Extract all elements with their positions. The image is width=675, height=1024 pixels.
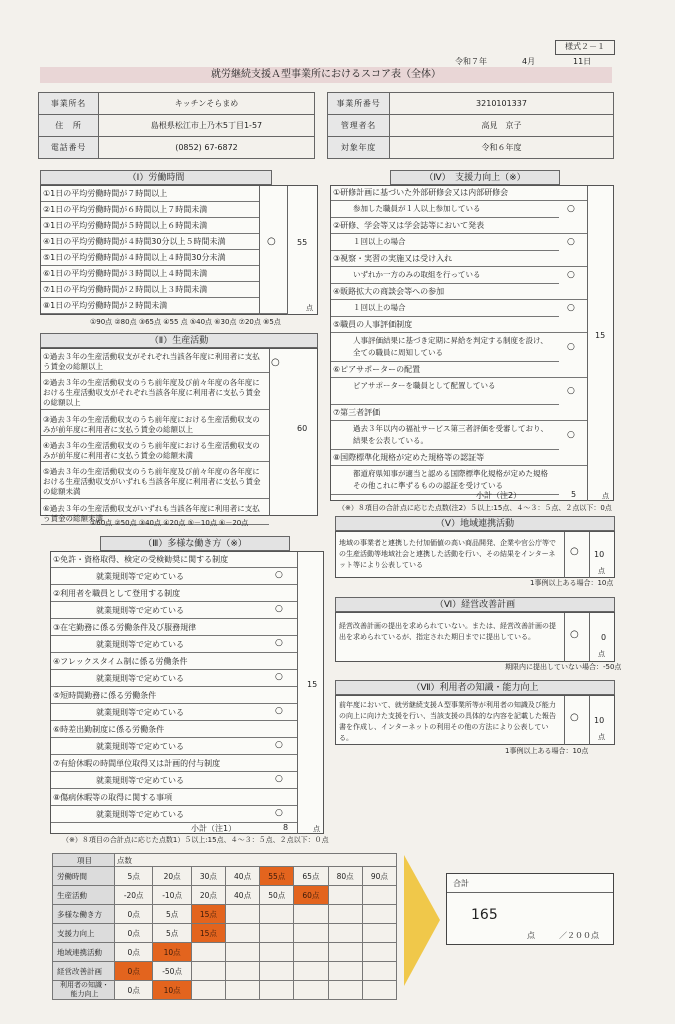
sec7-text: 前年度において、就労継続支援Ａ型事業所等が利用者の知識及び能力の向上に向けた支援を行い、当該支援の具体的な内容を記載した報告書を作成し、インターネットの利用その他の方法により公表している。	[339, 701, 556, 742]
points-category: 経営改善計画	[53, 962, 115, 981]
sec3-item-heading: ⑦有給休暇の時間単位取得又は計画的付与制度	[51, 756, 297, 772]
points-cell	[362, 905, 396, 924]
sec5-score: 10	[594, 550, 605, 559]
sec4-title: （Ⅳ） 支援力向上（※）	[390, 170, 560, 185]
points-table	[52, 853, 397, 1000]
arrow-icon	[402, 853, 442, 988]
points-cell	[191, 981, 225, 1000]
points-cell	[294, 981, 328, 1000]
points-cell: 0点	[115, 924, 153, 943]
total-max: ／２００点	[559, 931, 599, 940]
sec1-item: ⑦1日の平均労働時間が２時間以上３時間未満	[41, 282, 259, 298]
sec4-item-heading: ②研修、学会等又は学会誌等において発表	[331, 219, 587, 234]
sec6-title: （Ⅵ）経営改善計画	[335, 597, 615, 612]
office-info-left	[38, 92, 315, 159]
sec3-note: （※）８項目の合計点に応じた点数1）５以上:15点、４～３：５点、２点以下：０点	[62, 836, 329, 844]
points-cell	[260, 924, 294, 943]
target-year-label: 対象年度	[328, 137, 390, 159]
points-cell	[328, 905, 362, 924]
sec3-subtotal-label: 小計（注1）	[191, 824, 237, 833]
sec4-item-heading: ⑥ピアサポーターの配置	[331, 363, 587, 378]
sec4-item-heading: ③視察・実習の実施又は受け入れ	[331, 252, 587, 267]
points-cell	[328, 962, 362, 981]
sec1-item: ④1日の平均労働時間が４時間30分以上５時間未満	[41, 234, 259, 250]
sec2-score: 60	[297, 424, 308, 433]
points-cell: 50点	[260, 886, 294, 905]
sec3-mark: ○	[275, 570, 283, 580]
points-cell: 40点	[225, 867, 259, 886]
points-cell: 10点	[153, 943, 191, 962]
sec4-box	[330, 185, 614, 501]
sec4-item-heading: ⑧国際標準化規格が定めた規格等の認証等	[331, 451, 587, 466]
points-cell: 30点	[191, 867, 225, 886]
sec1-footer: ①90点 ②80点 ③65点 ④55 点 ⑤40点 ⑥30点 ⑦20点 ⑧5点	[90, 318, 281, 326]
sec1-title: （Ⅰ）労働時間	[40, 170, 272, 185]
sec2-item: ③過去３年の生産活動収支のうち前年度における生産活動収支のみが前年度に利用者に支払う賃金の総額以上	[41, 414, 269, 436]
sec2-title: （Ⅱ）生産活動	[40, 333, 318, 348]
points-cell	[362, 886, 396, 905]
points-cell	[328, 924, 362, 943]
sec3-item-heading: ③在宅勤務に係る労働条件及び服務規律	[51, 620, 297, 636]
sec1-mark: ○	[267, 236, 276, 247]
sec4-item-sub: いずれか一方のみの取組を行っている	[331, 268, 559, 284]
points-cell	[225, 981, 259, 1000]
address: 島根県松江市上乃木5丁目1-57	[99, 115, 315, 137]
points-cell	[191, 962, 225, 981]
points-category: 労働時間	[53, 867, 115, 886]
form-number: 様式２－１	[555, 40, 615, 55]
sec3-mark: ○	[275, 706, 283, 716]
sec4-subtotal: 5	[571, 490, 577, 499]
points-cell: 0点	[115, 962, 153, 981]
points-cell	[225, 924, 259, 943]
points-category: 地域連携活動	[53, 943, 115, 962]
points-cell: 5点	[115, 867, 153, 886]
sec1-item: ②1日の平均労働時間が６時間以上７時間未満	[41, 202, 259, 218]
points-cell	[260, 962, 294, 981]
points-header-item: 項目	[53, 854, 115, 867]
date-month: 4月	[522, 57, 536, 66]
sec3-mark: ○	[275, 672, 283, 682]
sec3-mark: ○	[275, 808, 283, 818]
sec4-item-sub: １回以上の場合	[331, 235, 559, 251]
sec3-item-heading: ⑥時差出勤制度に係る労働条件	[51, 722, 297, 738]
office-info-right	[327, 92, 614, 159]
sec5-title: （Ⅴ）地域連携活動	[335, 516, 615, 531]
points-cell	[362, 981, 396, 1000]
sec2-item: ①過去３年の生産活動収支がそれぞれ当該各年度に利用者に支払う賃金の総額以上	[41, 351, 269, 373]
points-cell: 60点	[294, 886, 328, 905]
points-cell	[294, 943, 328, 962]
sec4-item-sub: 参加した職員が１人以上参加している	[331, 202, 559, 218]
sec6-score: 0	[601, 633, 607, 642]
sec5-text: 地域の事業者と連携した付加価値の高い商品開発、企業や官公庁等での生産活動等地域社会と連携した活動を行い、その結果をインターネット等により公表している	[339, 539, 556, 569]
sec4-mark: ○	[567, 386, 575, 396]
points-cell: 10点	[153, 981, 191, 1000]
total-value: 165	[471, 907, 498, 923]
tel-label: 電話番号	[39, 137, 99, 159]
sec3-item-sub: 就業規則等で定めている	[51, 739, 297, 755]
sec3-item-sub: 就業規則等で定めている	[51, 637, 297, 653]
sec6-unit: 点	[598, 650, 605, 658]
sec3-item-sub: 就業規則等で定めている	[51, 603, 297, 619]
sec4-score: 15	[595, 331, 606, 340]
points-cell: 80点	[328, 867, 362, 886]
points-cell: 55点	[260, 867, 294, 886]
sec3-item-sub: 就業規則等で定めている	[51, 773, 297, 789]
sec5-box	[335, 531, 615, 578]
sec7-mark: ○	[570, 712, 579, 723]
points-cell	[294, 905, 328, 924]
sec1-item: ⑧1日の平均労働時間が２時間未満	[41, 298, 287, 314]
points-cell: 20点	[153, 867, 191, 886]
points-cell	[328, 943, 362, 962]
sec4-item-heading: ⑦第三者評価	[331, 406, 587, 421]
office-number: 3210101337	[390, 93, 614, 115]
page-title: 就労継続支援Ａ型事業所におけるスコア表（全体）	[40, 67, 612, 83]
sec4-unit: 点	[602, 492, 609, 500]
sec3-score: 15	[307, 680, 318, 689]
sec7-note: 1事例以上ある場合：10点	[505, 747, 589, 755]
sec7-box	[335, 695, 615, 745]
sec1-item: ⑤1日の平均労働時間が４時間以上４時間30分未満	[41, 250, 259, 266]
points-category: 利用者の知識・能力向上	[53, 981, 115, 1000]
total-box	[446, 873, 614, 945]
sec2-mark: ○	[271, 357, 280, 368]
sec4-mark: ○	[567, 430, 575, 440]
points-cell	[191, 943, 225, 962]
tel: (0852) 67-6872	[99, 137, 315, 159]
sec1-box	[40, 185, 318, 315]
sec4-item-sub: １回以上の場合	[331, 301, 559, 317]
sec6-text: 経営改善計画の提出を求められていない。または、経営改善計画の提出を求められているが、指定された期日までに提出している。	[339, 622, 556, 641]
sec1-item: ①1日の平均労働時間が７時間以上	[41, 186, 259, 202]
sec3-mark: ○	[275, 604, 283, 614]
sec4-item-sub: ピアサポーターを職員として配置している	[331, 379, 559, 405]
sec6-box	[335, 612, 615, 662]
sec3-item-sub: 就業規則等で定めている	[51, 569, 297, 585]
points-cell: 5点	[153, 905, 191, 924]
sec6-note: 期限内に提出していない場合：-50点	[505, 663, 622, 671]
sec4-item-heading: ④販路拡大の商談会等への参加	[331, 285, 587, 300]
points-cell: -20点	[115, 886, 153, 905]
points-cell	[328, 981, 362, 1000]
points-cell: 65点	[294, 867, 328, 886]
points-cell: 90点	[362, 867, 396, 886]
points-cell	[328, 886, 362, 905]
sec3-item-sub: 就業規則等で定めている	[51, 807, 297, 823]
sec2-footer: ①60点 ②50点 ③40点 ④20点 ⑤－10点 ⑥－20点	[90, 519, 249, 527]
sec3-mark: ○	[275, 774, 283, 784]
sec1-item: ③1日の平均労働時間が５時間以上６時間未満	[41, 218, 259, 234]
sec1-unit: 点	[306, 304, 313, 312]
points-header-score: 点数	[115, 854, 397, 867]
sec2-item: ⑥過去３年の生産活動収支がいずれも当該各年度に利用者に支払う賃金の総額未満	[41, 503, 269, 525]
sec7-unit: 点	[598, 733, 605, 741]
sec7-score: 10	[594, 716, 605, 725]
points-cell	[294, 924, 328, 943]
points-cell: 5点	[153, 924, 191, 943]
sec3-item-sub: 就業規則等で定めている	[51, 705, 297, 721]
points-category: 生産活動	[53, 886, 115, 905]
points-cell: -50点	[153, 962, 191, 981]
sec4-item-sub: 過去３年以内の福祉サービス第三者評価を受審しており、結果を公表している。	[331, 422, 559, 450]
points-cell: 20点	[191, 886, 225, 905]
sec3-unit: 点	[313, 825, 320, 833]
points-cell	[362, 924, 396, 943]
address-label: 住 所	[39, 115, 99, 137]
total-unit: 点	[527, 931, 535, 940]
sec4-mark: ○	[567, 204, 575, 214]
sec2-item: ⑤過去３年の生産活動収支のうち前年度及び前々年度の各年度における生産活動収支がいずれも当該各年度に利用者に支払う賃金の総額未満	[41, 466, 269, 499]
points-cell	[225, 905, 259, 924]
points-cell	[260, 905, 294, 924]
sec3-mark: ○	[275, 740, 283, 750]
sec1-item: ⑥1日の平均労働時間が３時間以上４時間未満	[41, 266, 259, 282]
sec4-item-heading: ⑤職員の人事評価制度	[331, 318, 587, 333]
sec5-unit: 点	[598, 567, 605, 575]
sec3-box	[50, 551, 324, 834]
points-cell: 15点	[191, 905, 225, 924]
sec3-subtotal: 8	[283, 823, 289, 832]
office-number-label: 事業所番号	[328, 93, 390, 115]
sec2-item: ④過去３年の生産活動収支のうち前年度における生産活動収支のみが前年度に利用者に支払う賃金の総額未満	[41, 440, 269, 462]
points-category: 多様な働き方	[53, 905, 115, 924]
points-cell: 0点	[115, 905, 153, 924]
sec3-item-sub: 就業規則等で定めている	[51, 671, 297, 687]
sec3-item-heading: ②利用者を職員として登用する制度	[51, 586, 297, 602]
points-cell: 40点	[225, 886, 259, 905]
date-day: 11日	[573, 57, 592, 66]
office-name-label: 事業所名	[39, 93, 99, 115]
manager-name: 高見 京子	[390, 115, 614, 137]
points-cell: 15点	[191, 924, 225, 943]
points-cell: 0点	[115, 981, 153, 1000]
sec2-item: ②過去３年の生産活動収支のうち前年度及び前々年度の各年度における生産活動収支がそれぞれ当該各年度に利用者に支払う賃金の総額以上	[41, 377, 269, 410]
sec6-mark: ○	[570, 629, 579, 640]
sec5-note: 1事例以上ある場合：10点	[530, 579, 614, 587]
sec4-mark: ○	[567, 342, 575, 352]
sec3-item-heading: ①免許・資格取得、検定の受検勧奨に関する制度	[51, 552, 297, 568]
total-label: 合計	[453, 879, 469, 888]
sec7-title: （Ⅶ）利用者の知識・能力向上	[335, 680, 615, 695]
points-cell	[362, 943, 396, 962]
points-cell: -10点	[153, 886, 191, 905]
sec4-item-sub: 人事評価結果に基づき定期に昇給を判定する制度を設け、全ての職員に周知している	[331, 334, 559, 362]
points-cell	[225, 943, 259, 962]
sec4-item-sub: 都道府県知事が適当と認める国際標準化規格が定めた規格その他これに準ずるものの認証を受けている	[331, 467, 559, 495]
points-cell	[225, 962, 259, 981]
sec3-item-heading: ⑧傷病休暇等の取得に関する事項	[51, 790, 297, 806]
points-cell	[362, 962, 396, 981]
sec4-mark: ○	[567, 270, 575, 280]
sec3-item-heading: ④フレックスタイム制に係る労働条件	[51, 654, 297, 670]
sec3-title: （Ⅲ）多様な働き方（※）	[100, 536, 290, 551]
sec4-mark: ○	[567, 303, 575, 313]
manager-label: 管理者名	[328, 115, 390, 137]
points-cell	[294, 962, 328, 981]
sec4-mark: ○	[567, 237, 575, 247]
sec3-item-heading: ⑤短時間勤務に係る労働条件	[51, 688, 297, 704]
sec1-score: 55	[297, 238, 308, 247]
sec5-mark: ○	[570, 546, 579, 557]
points-cell: 0点	[115, 943, 153, 962]
sec4-note: （※）８項目の合計点に応じた点数(注2）５以上:15点、４～３：５点、２点以下：0点	[338, 504, 612, 512]
points-category: 支援力向上	[53, 924, 115, 943]
sec4-item-heading: ①研修計画に基づいた外部研修会又は内部研修会	[331, 186, 587, 201]
office-name: キッチンそらまめ	[99, 93, 315, 115]
sec4-subtotal-label: 小計（注2）	[476, 491, 522, 500]
points-cell	[260, 943, 294, 962]
points-cell	[260, 981, 294, 1000]
target-year: 令和６年度	[390, 137, 614, 159]
sec3-mark: ○	[275, 638, 283, 648]
date-era: 令和７年	[455, 57, 487, 66]
